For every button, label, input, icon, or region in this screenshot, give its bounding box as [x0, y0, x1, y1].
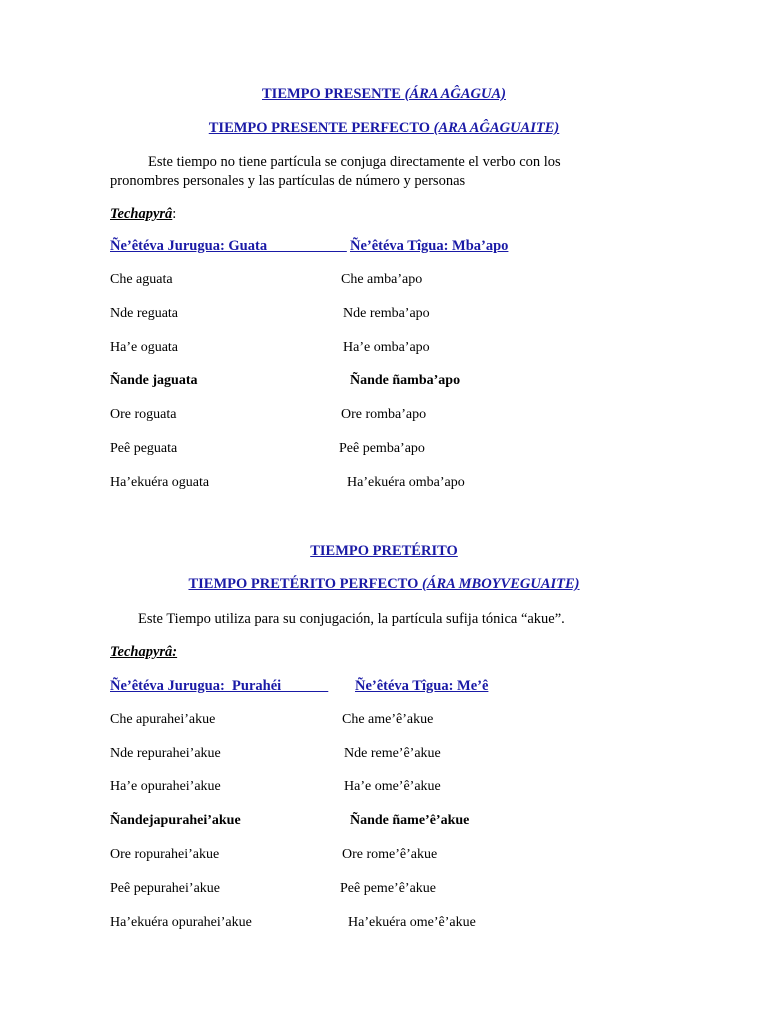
section2-subtitle-paren: (ÁRA MBOYVEGUAITE): [421, 576, 580, 592]
section2-title: [0, 543, 768, 560]
section1-subtitle-main: TIEMPO PRESENTE PERFECTO: [208, 120, 434, 136]
section2-col2-header: Ñe’êtéva Tîgua: Me’ê: [355, 678, 489, 694]
section1-row-left: Che aguata: [110, 272, 173, 287]
section1-col1-header: Ñe’êtéva Jurugua: Guata: [110, 238, 347, 254]
section1-techapyra: [110, 206, 176, 223]
section2-title-main: TIEMPO PRETÉRITO: [310, 543, 458, 559]
section1-row-right: Ha’ekuéra omba’apo: [347, 475, 465, 490]
section1-description-line1: Este tiempo no tiene partícula se conjuga directamente el verbo con los: [148, 154, 561, 170]
section1-row-left: Peê peguata: [110, 441, 178, 456]
section1-col2-header: Ñe’êtéva Tîgua: Mba’apo: [350, 238, 509, 254]
section1-row-left: Ha’e oguata: [110, 340, 179, 355]
section1-row-left: Ha’ekuéra oguata: [110, 475, 210, 490]
section2-row-right: Che ame’ê’akue: [342, 712, 434, 727]
section1-row-right: Peê pemba’apo: [339, 441, 425, 456]
section2-row-left: Nde repurahei’akue: [110, 746, 221, 761]
section2-row-right: Ha’e ome’ê’akue: [344, 779, 441, 794]
section2-row-left: Ore ropurahei’akue: [110, 847, 220, 862]
section1-title: [0, 86, 768, 103]
section2-row-right: Nde reme’ê’akue: [344, 746, 441, 761]
section1-row-right: Ore romba’apo: [341, 407, 427, 422]
section2-row-right: Peê peme’ê’akue: [340, 881, 436, 896]
section2-row-left: Ñandejapurahei’akue: [110, 813, 241, 828]
section2-description: Este Tiempo utiliza para su conjugación, la partícula sufija tónica “akue”.: [138, 611, 565, 627]
section2-row-left: Peê pepurahei’akue: [110, 881, 220, 896]
section1-subtitle: [0, 120, 768, 137]
section1-subtitle-paren: (ARA AĜAGUAITE): [433, 120, 560, 136]
section2-row-right: Ore rome’ê’akue: [342, 847, 438, 862]
section2-row-left: Che apurahei’akue: [110, 712, 216, 727]
section1-row-left: Ñande jaguata: [110, 373, 198, 388]
section1-row-left: Ore roguata: [110, 407, 177, 422]
section2-row-left: Ha’ekuéra opurahei’akue: [110, 915, 252, 930]
section1-row-right: Ñande ñamba’apo: [350, 373, 461, 388]
section1-row-right: Che amba’apo: [341, 272, 423, 287]
section1-row-right: Ha’e omba’apo: [343, 340, 430, 355]
section2-row-right: Ha’ekuéra ome’ê’akue: [348, 915, 476, 930]
section1-description-line2: pronombres personales y las partículas de número y personas: [110, 173, 466, 189]
section1-title-main: TIEMPO PRESENTE: [262, 86, 405, 102]
section1-row-right: Nde remba’apo: [343, 306, 430, 321]
section2-row-left: Ha’e opurahei’akue: [110, 779, 221, 794]
section2-subtitle-main: TIEMPO PRETÉRITO PERFECTO: [188, 576, 422, 592]
section1-title-paren: (ÁRA AĜAGUA): [404, 86, 506, 102]
section1-techapyra-label: Techapyrâ: [110, 206, 173, 222]
section2-col1-header: Ñe’êtéva Jurugua: Purahéi: [110, 678, 329, 694]
section2-row-right: Ñande ñame’ê’akue: [350, 813, 470, 828]
section2-techapyra-label: Techapyrâ:: [110, 644, 178, 660]
section1-row-left: Nde reguata: [110, 306, 179, 321]
section1-techapyra-colon: :: [172, 206, 177, 222]
section2-subtitle: [0, 576, 768, 593]
